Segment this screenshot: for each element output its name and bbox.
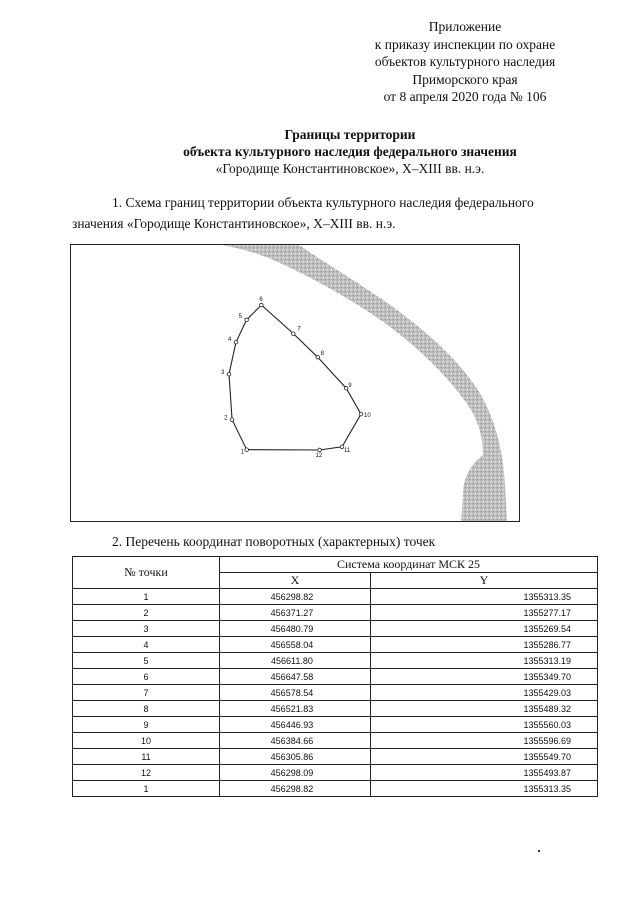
cell-x: 456647.58 — [220, 669, 371, 685]
boundary-polygon — [229, 305, 361, 450]
annex-line-5: от 8 апреля 2020 года № 106 — [383, 89, 547, 104]
boundary-point-marker — [318, 448, 322, 452]
cell-x: 456611.80 — [220, 653, 371, 669]
boundary-point-label: 8 — [320, 351, 325, 358]
cell-n: 10 — [73, 733, 220, 749]
table-row — [73, 605, 598, 621]
cell-n: 6 — [73, 669, 220, 685]
cell-y: 1355349.70 — [370, 669, 597, 685]
table-row — [73, 781, 598, 797]
document-title — [60, 126, 640, 177]
cell-y: 1355596.69 — [370, 733, 597, 749]
cell-x: 456298.82 — [220, 589, 371, 605]
annex-line-3: объектов культурного наследия — [374, 54, 556, 69]
table-row — [73, 669, 598, 685]
title-line-3: «Городище Константиновское», X–XIII вв. н.э. — [215, 161, 485, 176]
boundary-point-marker — [260, 303, 264, 307]
cell-n: 5 — [73, 653, 220, 669]
col-point-number: № точки — [73, 557, 220, 589]
boundary-point-label: 7 — [297, 326, 301, 333]
cell-n: 2 — [73, 605, 220, 621]
boundary-point-label: 11 — [344, 447, 351, 454]
cell-x: 456298.09 — [220, 765, 371, 781]
table-row — [73, 589, 598, 605]
cell-y: 1355429.03 — [370, 685, 597, 701]
section-2-heading: 2. Перечень координат поворотных (характерных) точек — [112, 534, 436, 549]
section-1-line-2: значения «Городище Константиновское», X–XIII вв. н.э. — [72, 216, 396, 231]
boundary-point-marker — [230, 418, 234, 422]
boundary-point-label: 9 — [348, 383, 352, 390]
boundary-point-label: 1 — [240, 449, 245, 456]
cell-n: 9 — [73, 717, 220, 733]
table-row — [73, 701, 598, 717]
cell-n: 1 — [73, 781, 220, 797]
table-row — [73, 653, 598, 669]
coordinates-table-body — [73, 589, 598, 797]
cell-n: 12 — [73, 765, 220, 781]
river-shape — [221, 245, 507, 522]
table-row — [73, 717, 598, 733]
section-1-line-1: 1. Схема границ территории объекта культурного наследия федерального — [112, 195, 534, 210]
coordinates-table — [72, 556, 598, 797]
annex-line-1: Приложение — [428, 19, 502, 34]
cell-y: 1355313.35 — [370, 781, 597, 797]
cell-x: 456298.82 — [220, 781, 371, 797]
title-line-2: объекта культурного наследия федерального значения — [183, 144, 517, 159]
boundary-point-label: 4 — [227, 337, 232, 344]
cell-x: 456446.93 — [220, 717, 371, 733]
annex-line-4: Приморского края — [412, 71, 518, 87]
cell-y: 1355493.87 — [370, 765, 597, 781]
cell-n: 3 — [73, 621, 220, 637]
cell-x: 456305.86 — [220, 749, 371, 765]
table-row — [73, 685, 598, 701]
cell-x: 456384.66 — [220, 733, 371, 749]
cell-y: 1355560.03 — [370, 717, 597, 733]
cell-x: 456480.79 — [220, 621, 371, 637]
boundary-point-label: 2 — [224, 415, 228, 422]
cell-n: 8 — [73, 701, 220, 717]
boundary-point-label: 6 — [259, 297, 263, 303]
boundary-point-label: 10 — [364, 413, 371, 420]
cell-n: 4 — [73, 637, 220, 653]
table-row — [73, 733, 598, 749]
boundary-point-marker — [227, 372, 231, 376]
cell-y: 1355286.77 — [370, 637, 597, 653]
cell-y: 1355489.32 — [370, 701, 597, 717]
table-row — [73, 621, 598, 637]
col-coordinate-system: Система координат МСК 25 — [220, 557, 598, 573]
cell-y: 1355549.70 — [370, 749, 597, 765]
cell-n: 1 — [73, 589, 220, 605]
map-svg — [71, 245, 520, 522]
cell-y: 1355313.35 — [370, 589, 597, 605]
annex-header — [340, 18, 590, 106]
boundary-point-label: 12 — [315, 453, 323, 459]
boundary-point-marker — [245, 448, 249, 452]
col-y: Y — [370, 573, 597, 589]
cell-y: 1355313.19 — [370, 653, 597, 669]
table-row — [73, 749, 598, 765]
boundary-point-marker — [245, 318, 249, 322]
table-row — [73, 765, 598, 781]
boundary-point-marker — [316, 355, 320, 359]
boundary-point-marker — [234, 340, 238, 344]
scan-speck — [538, 850, 540, 852]
boundary-point-marker — [359, 412, 363, 416]
boundary-point-marker — [292, 332, 296, 336]
cell-x: 456558.04 — [220, 637, 371, 653]
cell-x: 456578.54 — [220, 685, 371, 701]
cell-y: 1355277.17 — [370, 605, 597, 621]
cell-n: 11 — [73, 749, 220, 765]
cell-y: 1355269.54 — [370, 621, 597, 637]
title-line-1: Границы территории — [284, 127, 416, 142]
table-row — [73, 637, 598, 653]
annex-line-2: к приказу инспекции по охране — [374, 36, 556, 52]
boundary-scheme-map — [70, 244, 520, 522]
cell-n: 7 — [73, 685, 220, 701]
boundary-point-label: 5 — [238, 313, 242, 320]
section-1-heading — [72, 192, 602, 234]
cell-x: 456371.27 — [220, 605, 371, 621]
boundary-point-label: 3 — [221, 370, 225, 377]
col-x: X — [220, 573, 371, 589]
cell-x: 456521.83 — [220, 701, 371, 717]
